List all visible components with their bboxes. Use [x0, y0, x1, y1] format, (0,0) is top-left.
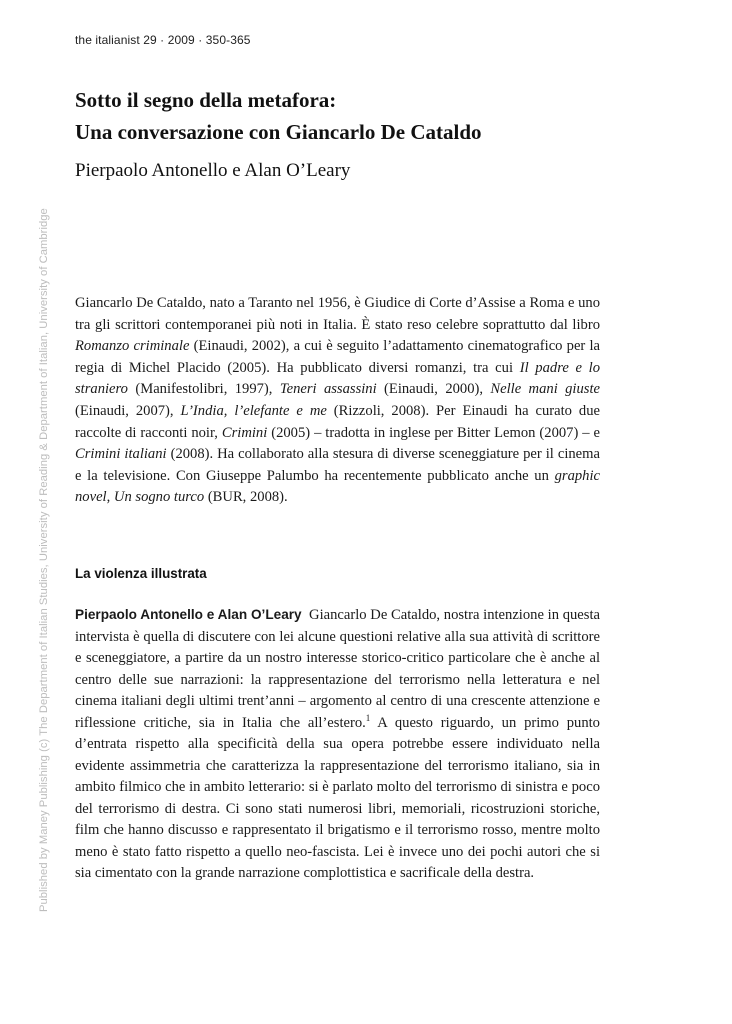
- article-title: [75, 84, 675, 148]
- footnote-reference[interactable]: 1: [365, 712, 371, 723]
- bio-text: ,: [106, 489, 114, 506]
- bio-text: Giancarlo De Cataldo, nato a Taranto nel 1956, è Giudice di Corte d’Assise a Roma e uno tra gli scrittori contemporanei più noti in Italia. È stato reso celebre soprattutto dal libro: [75, 295, 600, 333]
- bio-text: (BUR, 2008).: [204, 489, 288, 506]
- bio-book-title: Il padre e lo straniero: [75, 359, 600, 398]
- bio-book-title: Crimini italiani: [75, 446, 167, 463]
- bio-book-title: Teneri assassini: [279, 381, 377, 398]
- bio-text: (Einaudi, 2007),: [75, 402, 181, 419]
- article-title-line-1: Sotto il segno della metafora:: [75, 88, 337, 112]
- bio-book-title: L’India, l’elefante e me: [180, 402, 327, 419]
- bio-book-title: graphic novel: [75, 467, 600, 506]
- interview-text: Giancarlo De Cataldo, nostra intenzione in questa intervista è quella di discutere con lei alcune questioni relative alla sua attività di scrittore e sceneggiatore, a partire da un nostro interesse storico-critico particolare che è anche al centro delle sue narrazioni: la rappresentazione del terrorismo nella letteratura e nel cinema italiani degli ultimi trent’anni – argomento al centro di una crescente attenzione e riflessione critiche, sia in Italia che all’estero.: [75, 607, 600, 731]
- bio-book-title: Nelle mani giuste: [490, 381, 600, 398]
- bio-book-title: Un sogno turco: [113, 489, 205, 506]
- interview-paragraph: [75, 604, 600, 885]
- bio-book-title: Crimini: [221, 424, 268, 441]
- author-bio-paragraph: [75, 293, 600, 509]
- publisher-watermark: Published by Maney Publishing (c) The Department of Italian Studies, University of Reading & Department of Italian, University of Cambridge: [38, 208, 50, 912]
- bio-text: (Rizzoli, 2008). Per Einaudi ha curato due raccolte di racconti noir,: [75, 402, 600, 441]
- bio-text: (Einaudi, 2002), a cui è seguito l’adattamento cinematografico per la regia di Michel Placido (2005). Ha pubblicato diversi romanzi, tra cui: [75, 338, 600, 376]
- speaker-label: Pierpaolo Antonello e Alan O’Leary: [75, 607, 302, 622]
- running-head: the italianist 29 · 2009 · 350-365: [75, 33, 251, 47]
- article-title-line-2: Una conversazione con Giancarlo De Cataldo: [75, 120, 482, 144]
- interview-text: A questo riguardo, un primo punto d’entrata rispetto alla specificità della sua opera potrebbe essere individuato nella evidente assimmetria che caratterizza la rappresentazione del terrorismo italiano, sia in ambito filmico che in ambito letterario: si è parlato molto del terrorismo di sinistra e poco del terrorismo di destra. Ci sono stati numerosi libri, memoriali, ricostruzioni storiche, film che hanno discusso e rappresentato il brigatismo e il terrorismo rosso, mentre molto meno è stato fatto rispetto a quello neo-fascista. Lei è invece uno dei pochi autori che si sia cimentato con la grande narrazione complottistica e sacrificale della destra.: [75, 714, 600, 881]
- bio-text: (Einaudi, 2000),: [376, 381, 491, 398]
- bio-book-title: Romanzo criminale: [75, 338, 190, 355]
- section-heading: La violenza illustrata: [75, 566, 207, 581]
- bio-text: (2005) – tradotta in inglese per Bitter Lemon (2007) – e: [267, 424, 600, 441]
- article-authors: Pierpaolo Antonello e Alan O’Leary: [75, 160, 351, 181]
- bio-text: (Manifestolibri, 1997),: [127, 381, 280, 398]
- bio-text: (2008). Ha collaborato alla stesura di diverse sceneggiature per il cinema e la televisione. Con Giuseppe Palumbo ha recentemente pubblicato anche un: [75, 446, 600, 484]
